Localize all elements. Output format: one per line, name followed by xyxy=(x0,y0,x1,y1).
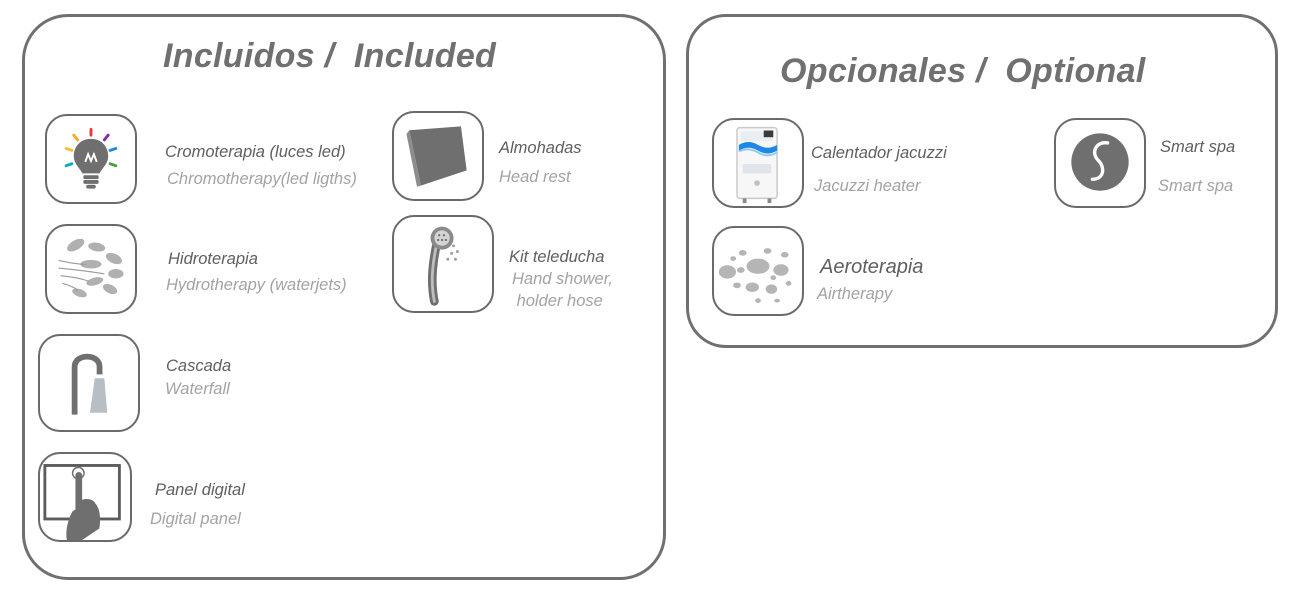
included-title: Incluidos / Included xyxy=(163,37,497,75)
jacuzzi-heater-label-es: Calentador jacuzzi xyxy=(811,144,947,162)
hand-shower-label-en: Hand shower, holder hose xyxy=(512,270,613,310)
digital-panel-label-es: Panel digital xyxy=(155,481,245,499)
hand-shower-icon xyxy=(392,215,494,313)
chromotherapy-label-en: Chromotherapy(led ligths) xyxy=(167,170,357,188)
water-heater-icon xyxy=(712,118,804,208)
smart-spa-label-es: Smart spa xyxy=(1160,138,1236,156)
hand-shower-label-es: Kit teleducha xyxy=(509,248,605,266)
chromotherapy-label-es: Cromoterapia (luces led) xyxy=(165,143,346,161)
waterfall-label-es: Cascada xyxy=(166,357,232,375)
jacuzzi-heater-label-en: Jacuzzi heater xyxy=(814,177,921,195)
smart-spa-label-en: Smart spa xyxy=(1158,177,1234,195)
pillows-label-es: Almohadas xyxy=(499,139,582,157)
airtherapy-label-en: Airtherapy xyxy=(817,285,893,303)
water-jets-icon xyxy=(45,224,137,314)
waterfall-label-en: Waterfall xyxy=(165,380,230,398)
optional-title: Opcionales / Optional xyxy=(780,52,1146,90)
waterfall-icon xyxy=(38,334,140,432)
airtherapy-label-es: Aeroterapia xyxy=(820,256,924,278)
digital-panel-label-en: Digital panel xyxy=(150,510,241,528)
light-bulb-icon xyxy=(45,114,137,204)
air-bubbles-icon xyxy=(712,226,804,316)
hydrotherapy-label-en: Hydrotherapy (waterjets) xyxy=(166,276,347,294)
pillow-icon xyxy=(392,111,484,201)
pillows-label-en: Head rest xyxy=(499,168,571,186)
smart-spa-logo-icon xyxy=(1054,118,1146,208)
hydrotherapy-label-es: Hidroterapia xyxy=(168,250,258,268)
touch-panel-icon xyxy=(38,452,132,542)
